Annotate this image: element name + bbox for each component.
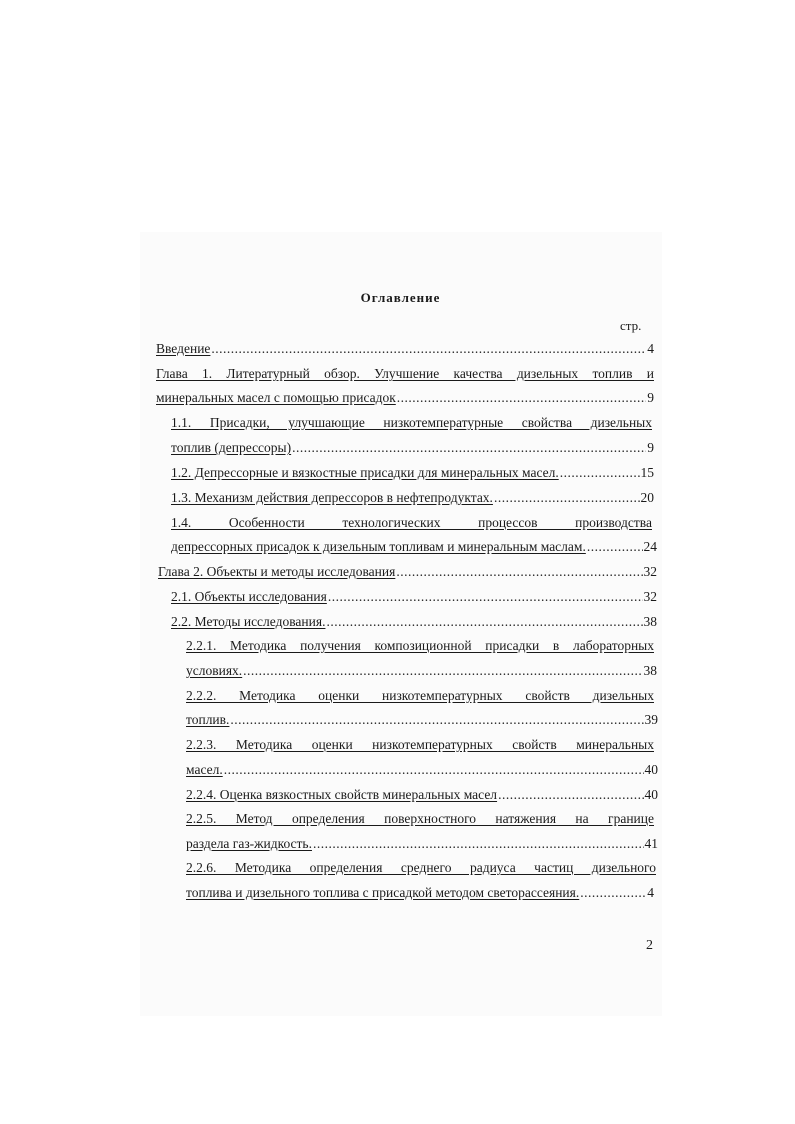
toc-entry-line[interactable] xyxy=(171,415,652,431)
toc-entry-title[interactable]: минеральных масел с помощью присадок xyxy=(156,390,396,405)
toc-entry-page: 38 xyxy=(643,614,657,629)
toc-entry-page: 39 xyxy=(644,712,658,727)
toc-entry-title[interactable]: 2.2.3. Методика оценки низкотемпературных свойств минеральных xyxy=(186,737,654,752)
toc-entry[interactable] xyxy=(158,564,657,580)
toc-entry[interactable] xyxy=(186,712,658,728)
toc-entry[interactable] xyxy=(186,885,654,901)
toc-entry[interactable] xyxy=(171,614,657,630)
toc-entry-title[interactable]: 2.2.4. Оценка вязкостных свойств минеральных масел xyxy=(186,787,498,802)
toc-entry-title[interactable]: 1.4. Особенности технологических процессов производства xyxy=(171,515,652,530)
toc-entry-title[interactable]: раздела газ-жидкость. xyxy=(186,836,312,851)
toc-entry-title[interactable]: 1.2. Депрессорные и вязкостные присадки для минеральных масел. xyxy=(171,465,559,480)
toc-entry-page: 41 xyxy=(644,836,658,851)
toc-entry-title[interactable]: 1.1. Присадки, улучшающие низкотемпературные свойства дизельных xyxy=(171,415,652,430)
toc-entry-page: 4 xyxy=(647,885,654,900)
toc-entry-line[interactable] xyxy=(186,860,656,876)
toc-entry-page: 38 xyxy=(643,663,657,678)
toc-entry-line[interactable] xyxy=(186,811,654,827)
toc-entry-title[interactable]: 2.2.2. Методика оценки низкотемпературных свойств дизельных xyxy=(186,688,654,703)
toc-entry-page: 40 xyxy=(644,787,658,802)
toc-entry[interactable] xyxy=(171,490,654,506)
toc-entry-title[interactable]: 2.2.1. Методика получения композиционной присадки в лабораторных xyxy=(186,638,654,653)
toc-entry-title[interactable]: 2.1. Объекты исследования xyxy=(171,589,327,604)
toc-entry-page: 32 xyxy=(643,564,657,579)
toc-entry[interactable] xyxy=(171,589,657,605)
toc-entry-line[interactable] xyxy=(186,688,654,704)
toc-entry-title[interactable]: депрессорных присадок к дизельным топливам и минеральным маслам. xyxy=(171,539,586,554)
toc-entry[interactable] xyxy=(186,836,658,852)
toc-entry-title[interactable]: 2.2.5. Метод определения поверхностного натяжения на границе xyxy=(186,811,654,826)
toc-entry-title[interactable]: условиях. xyxy=(186,663,243,678)
toc-entry-page: 9 xyxy=(647,440,654,455)
toc-entry[interactable] xyxy=(186,663,657,679)
toc-entry-line[interactable] xyxy=(171,515,652,531)
toc-entry[interactable] xyxy=(171,440,654,456)
toc-entry[interactable] xyxy=(186,762,658,778)
toc-entry-line[interactable] xyxy=(186,737,654,753)
toc-entry-title[interactable]: Введение xyxy=(156,341,211,356)
toc-entry-line[interactable] xyxy=(186,638,654,654)
toc-entry-page: 15 xyxy=(640,465,654,480)
toc-entry[interactable] xyxy=(186,787,658,803)
page-column-label: стр. xyxy=(620,318,642,333)
toc-entry-page: 20 xyxy=(640,490,654,505)
toc-entry[interactable] xyxy=(171,539,657,555)
page-number: 2 xyxy=(646,938,653,953)
toc-entry-title[interactable]: 1.3. Механизм действия депрессоров в нефтепродуктах. xyxy=(171,490,493,505)
toc-entry-title[interactable]: топлива и дизельного топлива с присадкой методом светорассеяния. xyxy=(186,885,580,900)
toc-entry-title[interactable]: Глава 2. Объекты и методы исследования xyxy=(158,564,396,579)
toc-entry-page: 40 xyxy=(644,762,658,777)
toc-entry-title[interactable]: масел. xyxy=(186,762,223,777)
toc-entry-page: 9 xyxy=(647,390,654,405)
toc-entry-title[interactable]: топлив (депрессоры) xyxy=(171,440,292,455)
toc-entry[interactable] xyxy=(156,390,654,406)
page-title: Оглавление xyxy=(360,290,441,305)
toc-entry-page: 24 xyxy=(643,539,657,554)
toc-entry[interactable] xyxy=(171,465,654,481)
toc-entry[interactable] xyxy=(156,341,654,357)
toc-entry-line[interactable] xyxy=(156,366,654,382)
toc-entry-title[interactable]: Глава 1. Литературный обзор. Улучшение качества дизельных топлив и xyxy=(156,366,654,381)
toc-entry-page: 4 xyxy=(647,341,654,356)
toc-entry-title[interactable]: 2.2. Методы исследования. xyxy=(171,614,326,629)
toc-entry-page: 32 xyxy=(643,589,657,604)
toc-entry-title[interactable]: топлив. xyxy=(186,712,230,727)
toc-entry-title[interactable]: 2.2.6. Методика определения среднего радиуса частиц дизельного xyxy=(186,860,656,875)
